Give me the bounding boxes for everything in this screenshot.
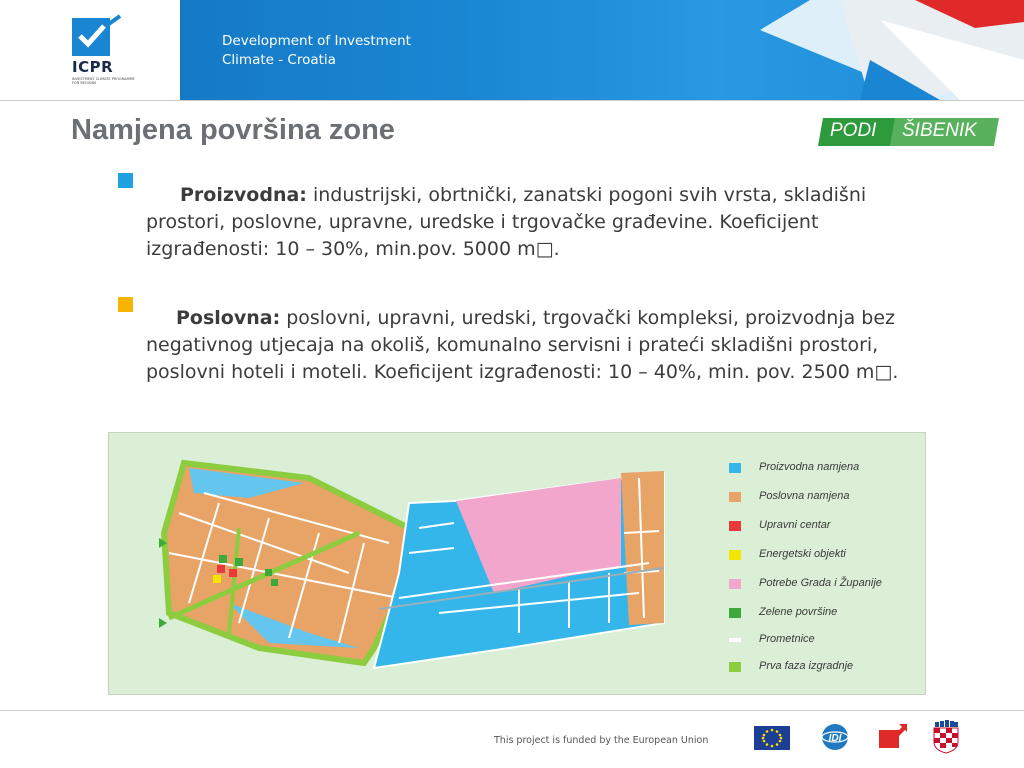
badge-right-label: ŠIBENIK — [902, 120, 977, 141]
legend-swatch — [729, 579, 741, 589]
legend-swatch — [729, 492, 741, 502]
logo-text: ICPR — [72, 58, 114, 76]
header-title-line: Development of Investment — [222, 33, 411, 49]
legend-label: Prva faza izgradnje — [759, 660, 854, 672]
legend-label: Upravni centar — [759, 519, 831, 531]
footer-funding-text: This project is funded by the European Union — [494, 735, 709, 746]
legend-swatch — [729, 550, 741, 560]
eu-flag-icon — [754, 726, 790, 752]
footer-divider — [0, 710, 1024, 711]
legend-label: Zelene površine — [759, 606, 838, 618]
logo-area — [0, 0, 180, 100]
zone-map — [108, 432, 926, 695]
croatia-coat-of-arms-icon — [932, 720, 960, 754]
bullet-label: Proizvodna: — [180, 184, 307, 206]
location-badge — [818, 118, 996, 146]
legend-swatch — [729, 521, 741, 531]
legend-label: Prometnice — [759, 633, 815, 645]
legend-swatch — [729, 662, 741, 672]
legend-swatch — [729, 463, 741, 473]
bullet-body: poslovni, upravni, uredski, trgovački kompleksi, proizvodnja bez negativnog utjecaja na okoliš, komunalno servisni i prateći skladišni prostori, poslovni hoteli i moteli. Koeficijent izgrađenosti: 10 – 40%, min. pov. 2500 m□. — [146, 307, 899, 383]
bullet-square-yellow — [118, 297, 133, 312]
legend-label: Potrebe Grada i Županije — [759, 577, 882, 589]
legend-label: Poslovna namjena — [759, 490, 850, 502]
legend-swatch — [729, 638, 741, 642]
header-title-line: Climate - Croatia — [222, 52, 336, 68]
bullet-body: industrijski, obrtnički, zanatski pogoni svih vrsta, skladišni prostori, poslovne, upravne, uredske i trgovačke građevine. Koeficijent izgrađenosti: 10 – 30%, min.pov. 5000 m□. — [146, 184, 867, 260]
svg-text:IDI: IDI — [828, 733, 842, 744]
header-title — [222, 32, 411, 70]
red-arrow-logo-icon — [877, 722, 909, 752]
bullet-poslovna — [146, 305, 946, 386]
icpr-logo-icon — [70, 14, 126, 58]
idi-logo-icon — [820, 722, 850, 752]
legend-label: Energetski objekti — [759, 548, 846, 560]
badge-left-label: PODI — [830, 120, 877, 141]
logo-subtitle: FOR REGIONS — [72, 81, 97, 85]
bullet-proizvodna — [146, 182, 946, 263]
page-title: Namjena površina zone — [71, 114, 395, 146]
bullet-square-blue — [118, 173, 133, 188]
logo-subtitle: INVESTMENT CLIMATE PROGRAMME — [72, 77, 135, 81]
header-divider — [0, 100, 1024, 101]
bullet-label: Poslovna: — [176, 307, 281, 329]
legend-label: Proizvodna namjena — [759, 461, 860, 473]
legend-swatch — [729, 608, 741, 618]
